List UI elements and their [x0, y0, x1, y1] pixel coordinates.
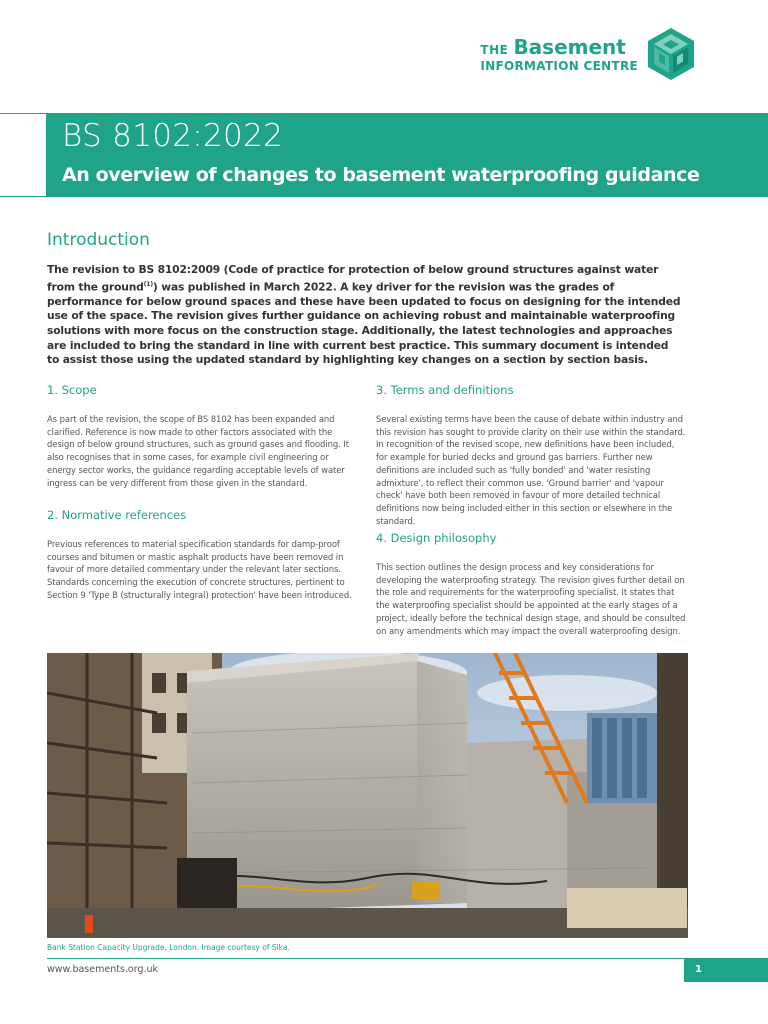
section-scope	[47, 383, 359, 489]
logo-basement: Basement	[513, 34, 626, 59]
design-heading: 4. Design philosophy	[376, 531, 497, 545]
photo-caption: Bank Station Capacity Upgrade, London. Image courtesy of Sika.	[47, 943, 290, 952]
scope-text: As part of the revision, the scope of BS 8102 has been expanded and clarified. Reference is now made to other factors associated with the design of below ground structures, such as ground gases and flooding. It also recognises that in some cases, for example civil engineering or energy sector works, the guidance regarding acceptable levels of water ingress can be very different from those given in the standard.	[47, 414, 349, 488]
logo-text	[480, 34, 638, 73]
terms-text: Several existing terms have been the cause of debate within industry and this revision has sought to provide clarity on their use within the standard. In recognition of the revised scope, new definitions have been included, for example for buried decks and ground gas barriers. Further new definitions are included such as 'fully bonded' and 'water resisting admixture', to reflect their common use. 'Ground barrier' and 'vapour check' have both been removed in favour of more detailed technical definitions now being included either in this section or elsewhere in the standard.	[376, 414, 686, 526]
intro-text	[47, 263, 681, 368]
intro-text-before: The revision to BS 8102:2009 (Code of practice for protection of below ground structures against water from the ground	[47, 263, 659, 294]
section-normative	[47, 508, 359, 602]
page-title: BS 8102:2022	[62, 118, 284, 154]
logo-the: THE	[480, 42, 509, 57]
section-design	[376, 531, 688, 637]
construction-photo-illustration	[47, 653, 688, 938]
page-number: 1	[684, 958, 768, 982]
cube-logo-icon	[646, 26, 696, 82]
footer-divider	[47, 958, 768, 959]
footer-url[interactable]: www.basements.org.uk	[47, 964, 159, 975]
normative-heading: 2. Normative references	[47, 508, 187, 522]
terms-heading: 3. Terms and definitions	[376, 383, 514, 397]
intro-heading: Introduction	[47, 230, 150, 250]
logo-information-centre: INFORMATION CENTRE	[480, 58, 638, 73]
construction-photo	[47, 653, 688, 938]
normative-text: Previous references to material specification standards for damp-proof courses and bitumen or mastic asphalt products have been removed in favour of more detailed commentary under the relevant later sections. Standards concerning the execution of concrete structures, pertinent to Section 9 'Type B (structurally integral) protection' have been introduced.	[47, 539, 352, 600]
banner-tab	[0, 113, 46, 197]
page-subtitle: An overview of changes to basement waterproofing guidance	[62, 164, 700, 186]
intro-text-after: ) was published in March 2022. A key driver for the revision was the grades of performance for below ground spaces and these have been updated to focus on designing for the intended use of the space. The revision gives further guidance on achieving robust and maintainable waterproofing solutions with more focus on the construction stage. Additionally, the latest technologies and approaches are included to bring the standard in line with current best practice. This summary document is intended to assist those using the updated standard by highlighting key changes on a section by section basis.	[47, 280, 681, 367]
design-text: This section outlines the design process and key considerations for developing the waterproofing strategy. The revision gives further detail on the role and requirements for the waterproofing specialist. It states that the waterproofing specialist should be appointed at the early stages of a project, ideally before the technical design stage, and should be consulted on any amendments which may impact the overall waterproofing design.	[376, 562, 686, 636]
scope-heading: 1. Scope	[47, 383, 97, 397]
section-terms	[376, 383, 688, 527]
intro-superscript: (1)	[143, 280, 153, 288]
logo	[480, 26, 696, 82]
